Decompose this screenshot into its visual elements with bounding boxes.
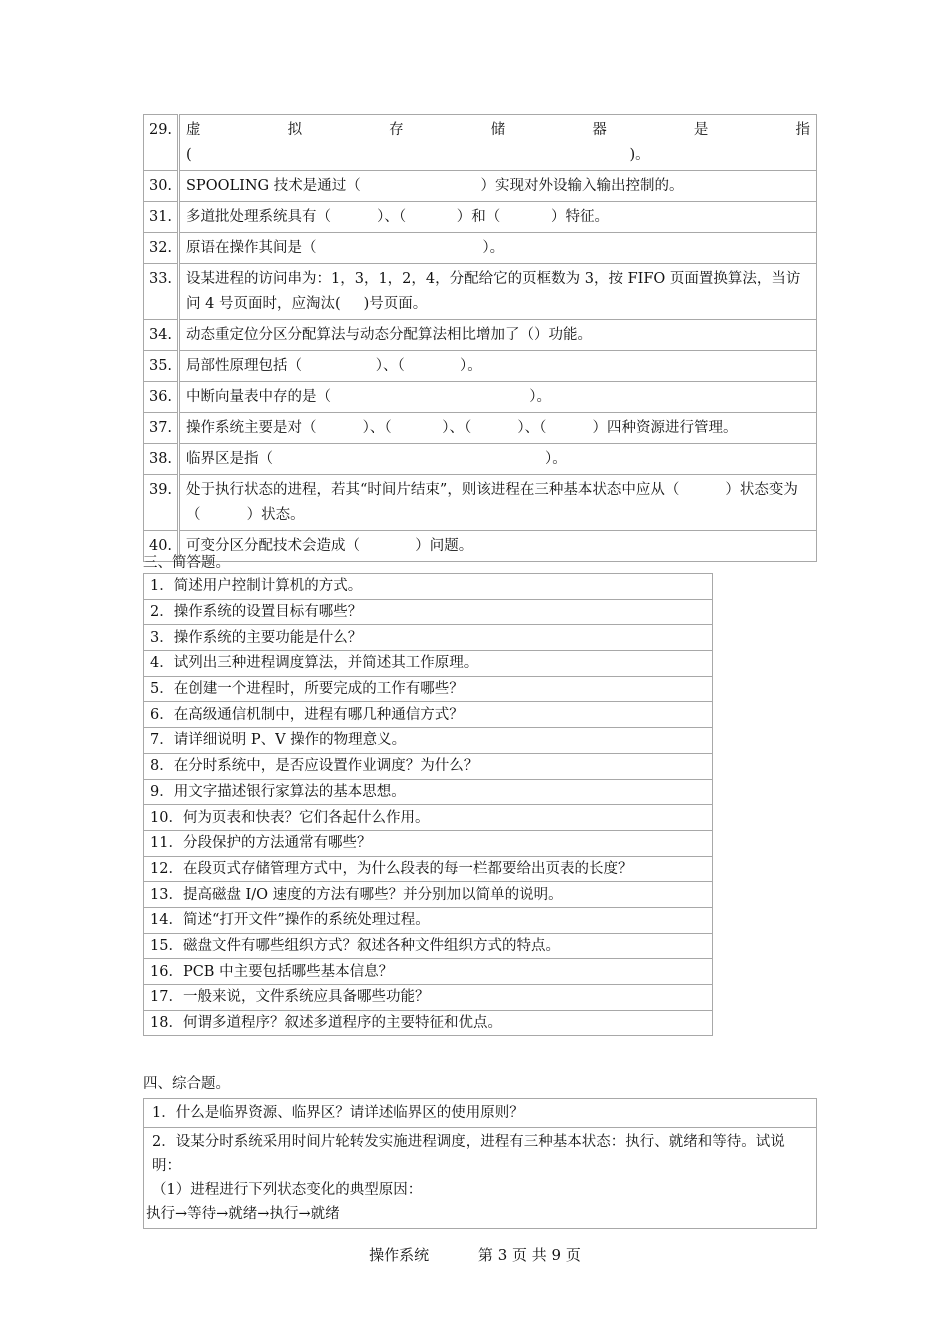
comprehensive-q1: 1．什么是临界资源、临界区？请详述临界区的使用原则？ xyxy=(144,1099,816,1128)
fill-row xyxy=(144,413,817,444)
fill-row xyxy=(144,382,817,413)
short-answer-row xyxy=(144,830,713,856)
comprehensive-q2 xyxy=(144,1128,816,1228)
question-text: 原语在操作其间是（ ）。 xyxy=(179,233,817,264)
short-answer-row xyxy=(144,985,713,1011)
fill-in-table xyxy=(143,114,817,562)
short-answer-question: 2．操作系统的设置目标有哪些？ xyxy=(144,599,713,625)
fill-row xyxy=(144,351,817,382)
short-answer-question: 16．PCB 中主要包括哪些基本信息？ xyxy=(144,959,713,985)
q2-line1: 2．设某分时系统采用时间片轮转发实施进程调度，进程有三种基本状态：执行、就绪和等待。试说明： xyxy=(152,1134,785,1174)
short-answer-question: 7．请详细说明 P、V 操作的物理意义。 xyxy=(144,728,713,754)
footer-page-number: 第 3 页 共 9 页 xyxy=(477,1246,581,1264)
question-text: 设某进程的访问串为：1，3，1，2，4，分配给它的页框数为 3，按 FIFO 页面置换算法，当访问 4 号页面时，应淘汰( )号页面。 xyxy=(179,264,817,320)
footer-course: 操作系统 xyxy=(369,1246,430,1264)
short-answer-row xyxy=(144,753,713,779)
short-answer-question: 1．简述用户控制计算机的方式。 xyxy=(144,574,713,600)
short-answer-row xyxy=(144,1010,713,1036)
page-footer xyxy=(0,1244,950,1265)
short-answer-question: 15．磁盘文件有哪些组织方式？叙述各种文件组织方式的特点。 xyxy=(144,933,713,959)
short-answer-question: 12．在段页式存储管理方式中，为什么段表的每一栏都要给出页表的长度？ xyxy=(144,856,713,882)
question-number: 39. xyxy=(144,475,179,531)
short-answer-question: 5．在创建一个进程时，所要完成的工作有哪些？ xyxy=(144,676,713,702)
fill-row xyxy=(144,171,817,202)
question-text xyxy=(179,115,817,171)
short-answer-question: 18．何谓多道程序？叙述多道程序的主要特征和优点。 xyxy=(144,1010,713,1036)
fill-row xyxy=(144,444,817,475)
short-answer-row xyxy=(144,574,713,600)
short-answer-question: 3．操作系统的主要功能是什么？ xyxy=(144,625,713,651)
short-answer-question: 8．在分时系统中，是否应设置作业调度？为什么？ xyxy=(144,753,713,779)
short-answer-row xyxy=(144,933,713,959)
fill-row xyxy=(144,531,817,562)
question-number: 38. xyxy=(144,444,179,475)
question-number: 36. xyxy=(144,382,179,413)
short-answer-question: 14．简述“打开文件”操作的系统处理过程。 xyxy=(144,907,713,933)
short-answer-question: 17．一般来说，文件系统应具备哪些功能？ xyxy=(144,985,713,1011)
fill-row xyxy=(144,264,817,320)
question-number: 35. xyxy=(144,351,179,382)
question-text: 局部性原理包括（ ）、（ ）。 xyxy=(179,351,817,382)
question-text: 中断向量表中存的是（ ）。 xyxy=(179,382,817,413)
question-text: 临界区是指（ ）。 xyxy=(179,444,817,475)
short-answer-row xyxy=(144,779,713,805)
question-text: 动态重定位分区分配算法与动态分配算法相比增加了（）功能。 xyxy=(179,320,817,351)
short-answer-question: 11．分段保护的方法通常有哪些？ xyxy=(144,830,713,856)
question-number: 34. xyxy=(144,320,179,351)
question-text: 操作系统主要是对（ ）、（ ）、（ ）、（ ）四种资源进行管理。 xyxy=(179,413,817,444)
short-answer-question: 4．试列出三种进程调度算法，并简述其工作原理。 xyxy=(144,651,713,677)
question-number: 32. xyxy=(144,233,179,264)
q2-line2: （1）进程进行下列状态变化的典型原因： xyxy=(152,1182,423,1198)
question-text-line2: ( )。 xyxy=(186,147,650,163)
question-text: 可变分区分配技术会造成（ ）问题。 xyxy=(179,531,817,562)
question-number: 40. xyxy=(144,531,179,562)
short-answer-question: 10．何为页表和快表？它们各起什么作用。 xyxy=(144,805,713,831)
fill-row xyxy=(144,233,817,264)
short-answer-table xyxy=(143,573,713,1036)
short-answer-row xyxy=(144,959,713,985)
q2-line3: 执行→等待→就绪→执行→就绪 xyxy=(146,1206,340,1222)
short-answer-row xyxy=(144,702,713,728)
short-answer-row xyxy=(144,805,713,831)
short-answer-row xyxy=(144,625,713,651)
short-answer-row xyxy=(144,651,713,677)
question-number: 30. xyxy=(144,171,179,202)
short-answer-question: 9．用文字描述银行家算法的基本思想。 xyxy=(144,779,713,805)
short-answer-question: 13．提高磁盘 I/O 速度的方法有哪些？并分别加以简单的说明。 xyxy=(144,882,713,908)
question-text: 多道批处理系统具有（ ）、（ ）和（ ）特征。 xyxy=(179,202,817,233)
question-text: 处于执行状态的进程，若其“时间片结束”，则该进程在三种基本状态中应从（ ）状态变为（ ）状态。 xyxy=(179,475,817,531)
fill-row xyxy=(144,115,817,171)
section-title-comprehensive: 四、综合题。 xyxy=(143,1076,230,1092)
question-number: 37. xyxy=(144,413,179,444)
section-title-short-answer: 三、简答题。 xyxy=(143,555,230,571)
short-answer-row xyxy=(144,728,713,754)
question-text: SPOOLING 技术是通过（ ）实现对外设输入输出控制的。 xyxy=(179,171,817,202)
question-number: 33. xyxy=(144,264,179,320)
short-answer-row xyxy=(144,599,713,625)
short-answer-row xyxy=(144,907,713,933)
short-answer-row xyxy=(144,856,713,882)
short-answer-question: 6．在高级通信机制中，进程有哪几种通信方式？ xyxy=(144,702,713,728)
comprehensive-box xyxy=(143,1098,817,1229)
question-number: 29. xyxy=(144,115,179,171)
fill-row xyxy=(144,475,817,531)
short-answer-row xyxy=(144,676,713,702)
question-number: 31. xyxy=(144,202,179,233)
fill-row xyxy=(144,202,817,233)
fill-row xyxy=(144,320,817,351)
short-answer-row xyxy=(144,882,713,908)
question-text-line1: 虚拟存储器是指 xyxy=(186,122,810,138)
